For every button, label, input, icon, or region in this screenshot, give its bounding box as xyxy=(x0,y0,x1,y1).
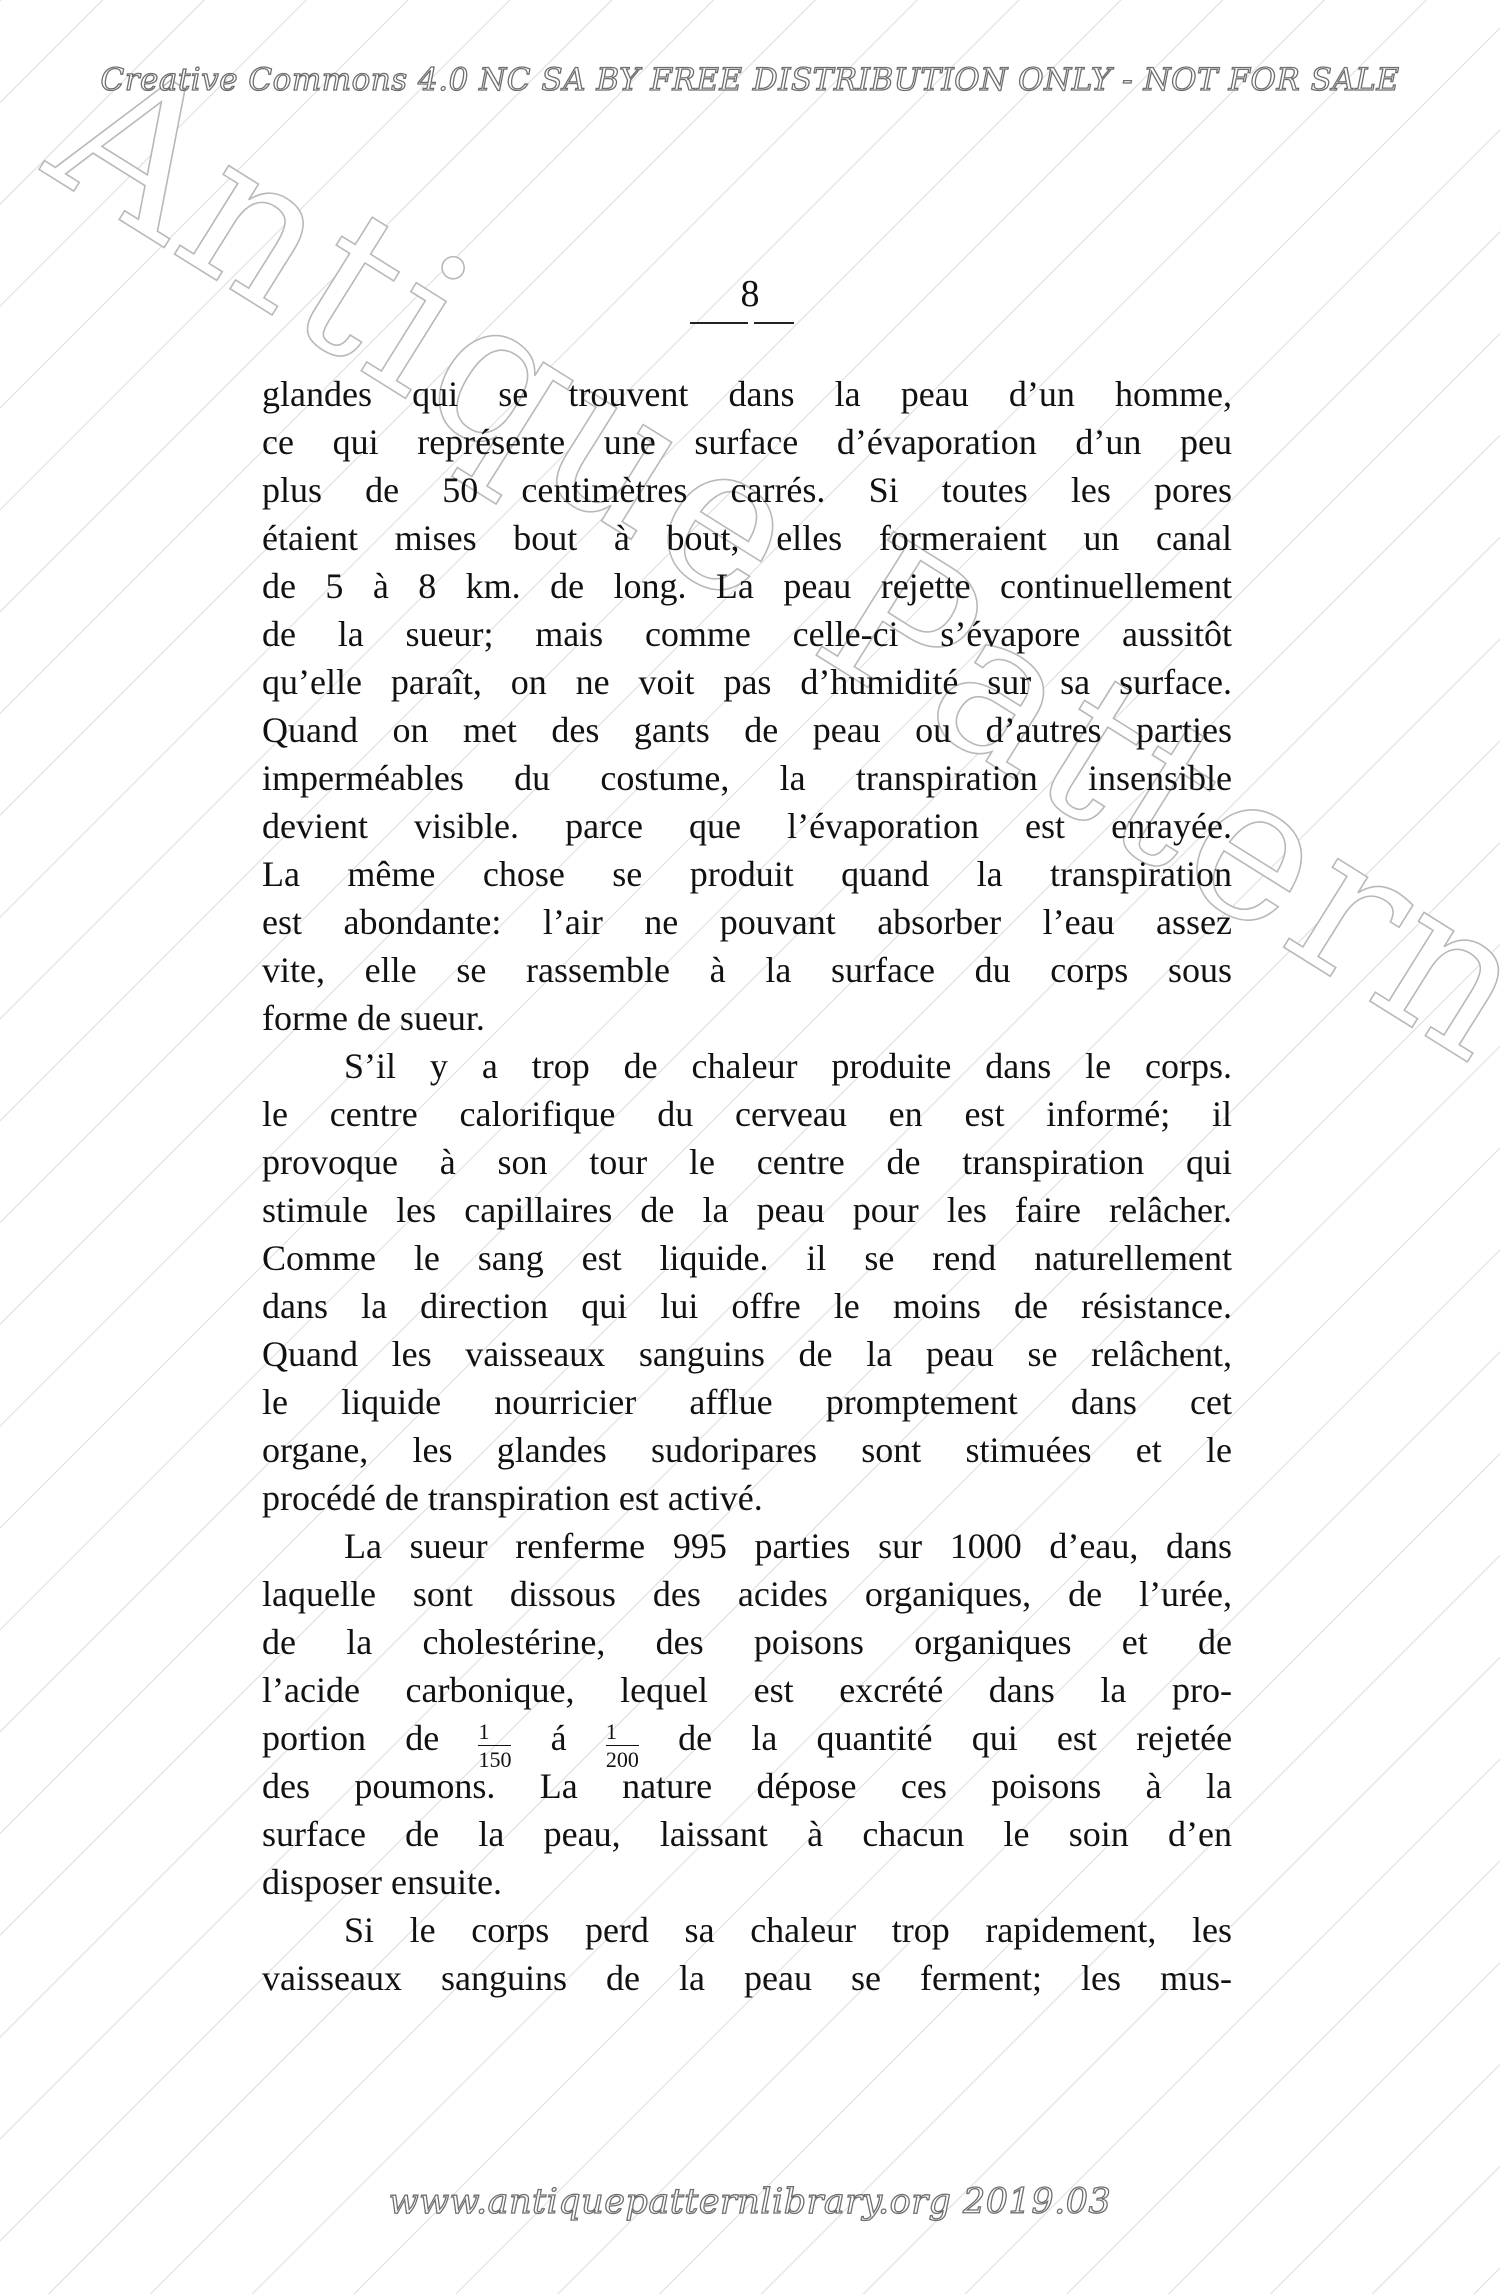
fraction-line-pre: portion de xyxy=(262,1718,440,1758)
fraction-line-post: de la quantité qui est rejetée xyxy=(678,1718,1233,1758)
text-line: vite, elle se rassemble à la surface du corps sous xyxy=(262,950,1232,990)
text-line: est abondante: l’air ne pouvant absorber l’eau assez xyxy=(262,902,1232,942)
text-line: l’acide carbonique, lequel est excrété dans la pro- xyxy=(262,1670,1232,1710)
text-line: Quand les vaisseaux sanguins de la peau se relâchent, xyxy=(262,1334,1232,1374)
text-line: des poumons. La nature dépose ces poisons à la xyxy=(262,1766,1232,1806)
page-number-rule xyxy=(690,322,794,324)
text-line: surface de la peau, laissant à chacun le soin d’en xyxy=(262,1814,1232,1854)
text-line: ce qui représente une surface d’évaporation d’un peu xyxy=(262,422,1232,462)
text-line: provoque à son tour le centre de transpiration qui xyxy=(262,1142,1232,1182)
fraction-numerator: 1 xyxy=(478,1721,511,1746)
fraction-one-150 xyxy=(478,1718,512,1772)
text-line: vaisseaux sanguins de la peau se ferment; les mus- xyxy=(262,1958,1232,1998)
license-notice: Creative Commons 4.0 NC SA BY FREE DISTRIBUTION ONLY - NOT FOR SALE xyxy=(100,62,1400,98)
text-line: le liquide nourricier afflue promptement dans cet xyxy=(262,1382,1232,1422)
text-line: dans la direction qui lui offre le moins de résistance. xyxy=(262,1286,1232,1326)
text-line: S’il y a trop de chaleur produite dans le corps. xyxy=(344,1046,1232,1086)
text-line: disposer ensuite. xyxy=(262,1862,502,1902)
text-line: forme de sueur. xyxy=(262,998,485,1038)
fraction-denominator: 200 xyxy=(605,1746,639,1772)
text-line: étaient mises bout à bout, elles formeraient un canal xyxy=(262,518,1232,558)
text-line: La même chose se produit quand la transpiration xyxy=(262,854,1232,894)
text-line: plus de 50 centimètres carrés. Si toutes les pores xyxy=(262,470,1232,510)
text-line: le centre calorifique du cerveau en est informé; il xyxy=(262,1094,1232,1134)
text-line: La sueur renferme 995 parties sur 1000 d’eau, dans xyxy=(344,1526,1232,1566)
text-line: de la cholestérine, des poisons organiques et de xyxy=(262,1622,1232,1662)
text-line: imperméables du costume, la transpiration insensible xyxy=(262,758,1232,798)
text-line: devient visible. parce que l’évaporation est enrayée. xyxy=(262,806,1232,846)
text-line: Quand on met des gants de peau ou d’autres parties xyxy=(262,710,1232,750)
text-line: glandes qui se trouvent dans la peau d’un homme, xyxy=(262,374,1232,414)
text-line: organe, les glandes sudoripares sont stimuées et le xyxy=(262,1430,1232,1470)
fraction-denominator: 150 xyxy=(478,1746,512,1772)
text-line: Comme le sang est liquide. il se rend naturellement xyxy=(262,1238,1232,1278)
text-line: Si le corps perd sa chaleur trop rapidement, les xyxy=(344,1910,1232,1950)
footer-url: www.antiquepatternlibrary.org 2019.03 xyxy=(388,2182,1112,2222)
text-line: stimule les capillaires de la peau pour les faire relâcher. xyxy=(262,1190,1232,1230)
page-number: 8 xyxy=(740,273,760,315)
fraction-numerator: 1 xyxy=(606,1721,639,1746)
fraction-line-mid: á xyxy=(550,1718,567,1758)
fraction-line xyxy=(262,1714,1233,1772)
text-line: procédé de transpiration est activé. xyxy=(262,1478,763,1518)
text-line: laquelle sont dissous des acides organiques, de l’urée, xyxy=(262,1574,1232,1614)
fraction-one-200 xyxy=(605,1718,639,1772)
text-line: de 5 à 8 km. de long. La peau rejette continuellement xyxy=(262,566,1232,606)
text-line: de la sueur; mais comme celle-ci s’évapore aussitôt xyxy=(262,614,1232,654)
text-line: qu’elle paraît, on ne voit pas d’humidité sur sa surface. xyxy=(262,662,1232,702)
body-text xyxy=(262,370,1232,2002)
